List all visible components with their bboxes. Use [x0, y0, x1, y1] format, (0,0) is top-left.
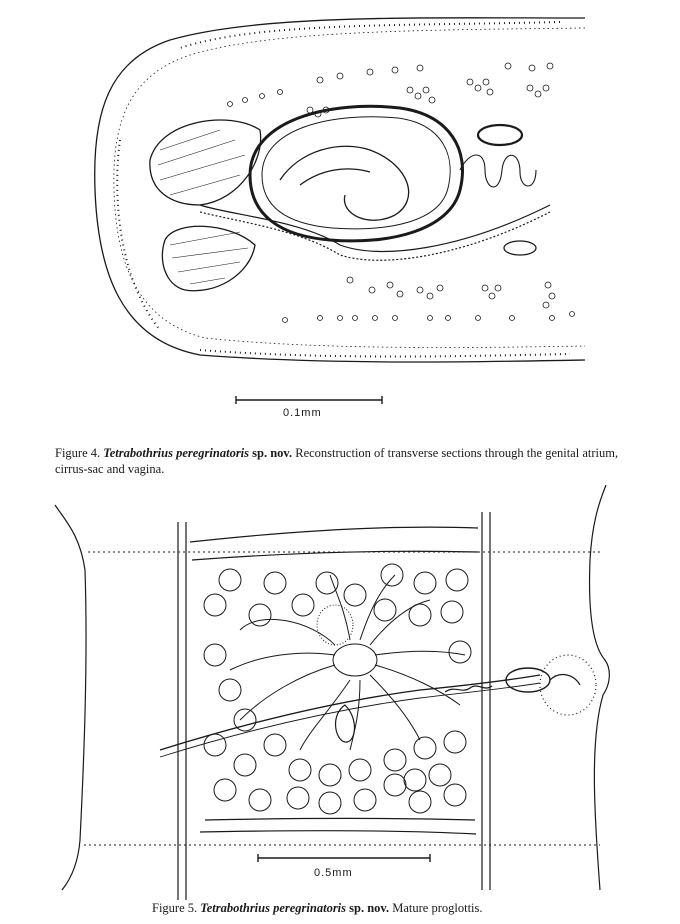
- figure-5-scale-bar: [258, 854, 430, 862]
- figure-5-caption-lead: Figure 5.: [152, 901, 198, 915]
- figure-4-scale-label: 0.1mm: [283, 407, 322, 419]
- figure-5-drawing: [0, 480, 680, 900]
- figure-5-caption-text: Mature proglottis.: [392, 901, 483, 915]
- figure-5-caption-spnov: sp. nov.: [349, 901, 390, 915]
- figure-4-scale-bar: [236, 396, 382, 404]
- figure-5-scale-label: 0.5mm: [314, 867, 353, 879]
- figure-4-caption-spnov: sp. nov.: [252, 446, 293, 460]
- figure-4-drawing: [0, 0, 680, 400]
- figure-5-caption: [152, 900, 652, 916]
- figure-4-caption-lead: Figure 4.: [55, 446, 101, 460]
- figure-4-caption-text: Reconstruction of transverse sections through the genital atrium, cirrus-sac and vagina.: [55, 446, 619, 476]
- figure-5-caption-species: Tetrabothrius peregrinatoris: [200, 901, 347, 915]
- figure-4-caption: [55, 445, 635, 477]
- figure-4-caption-species: Tetrabothrius peregrinatoris: [103, 446, 250, 460]
